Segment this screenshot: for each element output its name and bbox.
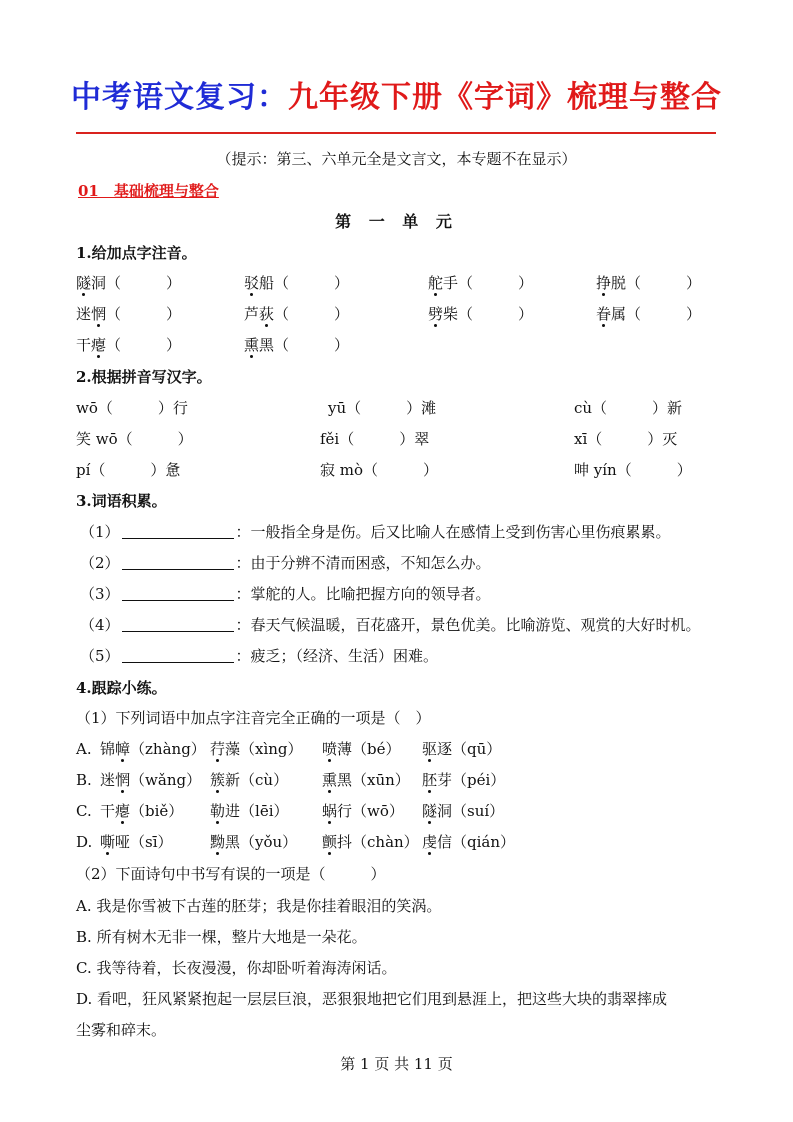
q1-row bbox=[76, 271, 726, 295]
dotted-char: 黝 bbox=[210, 833, 226, 851]
option-label: B. bbox=[76, 771, 92, 789]
option-word bbox=[322, 737, 401, 761]
option-word bbox=[210, 830, 297, 854]
dotted-char: 隧 bbox=[422, 802, 438, 820]
dotted-char: 嘶 bbox=[100, 833, 116, 851]
option-label: B. bbox=[76, 928, 97, 946]
char: 洞（ ） bbox=[91, 274, 182, 292]
char: 薄（bé） bbox=[337, 740, 401, 758]
char: 干 bbox=[100, 802, 116, 820]
dotted-char: 隧 bbox=[76, 274, 92, 292]
q4-sub1-option bbox=[76, 737, 726, 761]
char: 抖（chàn） bbox=[337, 833, 419, 851]
q4-sub1-question: （1）下列词语中加点字注音完全正确的一项是（ ） bbox=[76, 709, 431, 727]
option-word bbox=[210, 768, 288, 792]
dotted-char: 惘 bbox=[115, 771, 131, 789]
q1-item bbox=[596, 302, 701, 326]
char: 哑（sī） bbox=[115, 833, 173, 851]
option-text: 我是你雪被下古莲的胚芽；我是你挂着眼泪的笑涡。 bbox=[96, 897, 442, 915]
q1-item bbox=[428, 271, 533, 295]
q1-item bbox=[244, 333, 349, 357]
q2-item: wō（ ）行 bbox=[76, 399, 188, 417]
answer-blank bbox=[122, 522, 234, 539]
option-word bbox=[210, 799, 289, 823]
char: 船（ ） bbox=[259, 274, 350, 292]
title-part-1: 中考语文复习： bbox=[71, 80, 288, 115]
item-definition: ：由于分辨不清而困惑，不知怎么办。 bbox=[235, 554, 491, 572]
option-word bbox=[422, 830, 515, 854]
dotted-char: 舵 bbox=[428, 274, 444, 292]
char: 信（qián） bbox=[437, 833, 516, 851]
option-word bbox=[100, 768, 201, 792]
char: 黑（ ） bbox=[259, 336, 350, 354]
q2-item: pí（ ）惫 bbox=[76, 461, 181, 479]
answer-blank bbox=[122, 615, 234, 632]
dotted-char: 惘 bbox=[91, 305, 107, 323]
item-definition: ：疲乏；（经济、生活）困难。 bbox=[235, 647, 439, 665]
q2-item: cù（ ）新 bbox=[574, 399, 683, 417]
char: （wǎng） bbox=[130, 771, 202, 789]
dotted-char: 勒 bbox=[210, 802, 226, 820]
option-label: C. bbox=[76, 959, 97, 977]
dotted-char: 荻 bbox=[259, 305, 275, 323]
item-number: （5） bbox=[80, 647, 120, 665]
q1-item bbox=[76, 271, 181, 295]
hint-text: （提示：第三、六单元全是文言文，本专题不在显示） bbox=[216, 150, 577, 168]
q2-item: 呻 yín（ ） bbox=[574, 461, 692, 479]
q2-heading: 2.根据拼音写汉字。 bbox=[76, 368, 212, 386]
dotted-char: 驱 bbox=[422, 740, 438, 758]
dotted-char: 虔 bbox=[422, 833, 438, 851]
q1-item bbox=[244, 271, 349, 295]
char: （zhàng） bbox=[130, 740, 206, 758]
answer-blank bbox=[122, 646, 234, 663]
q3-item bbox=[80, 613, 701, 637]
section-title: 01 基础梳理与整合 bbox=[78, 182, 219, 200]
q4-sub2-option bbox=[76, 894, 441, 918]
q2-item: 寂 mò（ ） bbox=[320, 461, 439, 479]
char: 迷 bbox=[76, 305, 92, 323]
char: 新（cù） bbox=[225, 771, 289, 789]
q1-item bbox=[428, 302, 533, 326]
option-text: 所有树木无非一棵，整片大地是一朵花。 bbox=[96, 928, 367, 946]
char: 行（wō） bbox=[337, 802, 404, 820]
q1-item bbox=[244, 302, 349, 326]
char: 藻（xìng） bbox=[225, 740, 303, 758]
dotted-char: 驳 bbox=[244, 274, 260, 292]
q4-sub1-option bbox=[76, 830, 726, 854]
q1-row bbox=[76, 302, 726, 326]
item-number: （4） bbox=[80, 616, 120, 634]
char: 手（ ） bbox=[443, 274, 534, 292]
char: 洞（suí） bbox=[437, 802, 505, 820]
q1-row bbox=[76, 333, 726, 357]
dotted-char: 瘪 bbox=[91, 336, 107, 354]
q2-row bbox=[76, 396, 726, 420]
option-text: 看吧，狂风紧紧抱起一层层巨浪，恶狠狠地把它们甩到悬涯上，把这些大块的翡翠摔成 bbox=[97, 990, 668, 1008]
option-text: 我等待着，长夜漫漫，你却卧听着海涛闲话。 bbox=[96, 959, 397, 977]
q1-heading: 1.给加点字注音。 bbox=[76, 244, 197, 262]
title-part-2: 九年级下册《字词》梳理与整合 bbox=[288, 80, 722, 115]
q2-item: 笑 wō（ ） bbox=[76, 430, 193, 448]
unit-title: 第 一 单 元 bbox=[335, 212, 458, 231]
option-label: C. bbox=[76, 802, 92, 820]
dotted-char: 熏 bbox=[244, 336, 260, 354]
item-number: （1） bbox=[80, 523, 120, 541]
q4-sub1-option bbox=[76, 799, 726, 823]
option-label: A. bbox=[76, 897, 97, 915]
q1-item bbox=[76, 302, 181, 326]
option-label: A. bbox=[76, 740, 92, 758]
q4-sub1-option bbox=[76, 768, 726, 792]
char: （ ） bbox=[106, 336, 182, 354]
dotted-char: 喷 bbox=[322, 740, 338, 758]
q4-sub2-option bbox=[76, 956, 397, 980]
option-word bbox=[422, 737, 501, 761]
q3-item bbox=[80, 551, 491, 575]
option-word bbox=[100, 799, 183, 823]
answer-blank bbox=[122, 553, 234, 570]
q2-item: fěi（ ）翠 bbox=[320, 430, 430, 448]
char: 迷 bbox=[100, 771, 116, 789]
option-word bbox=[422, 768, 505, 792]
dotted-char: 荇 bbox=[210, 740, 226, 758]
option-word bbox=[100, 830, 173, 854]
q3-item bbox=[80, 644, 438, 668]
char: 属（ ） bbox=[611, 305, 702, 323]
q4-sub2-option-continued: 尘雾和碎末。 bbox=[76, 1021, 167, 1039]
dotted-char: 幛 bbox=[115, 740, 131, 758]
char: 脱（ ） bbox=[611, 274, 702, 292]
char: 柴（ ） bbox=[443, 305, 534, 323]
char: （biě） bbox=[130, 802, 184, 820]
q2-item: yū（ ）滩 bbox=[328, 399, 437, 417]
char: 黑（xūn） bbox=[337, 771, 410, 789]
dotted-char: 胚 bbox=[422, 771, 438, 789]
q2-row bbox=[76, 458, 726, 482]
char: 芦 bbox=[244, 305, 260, 323]
item-definition: ：春天气候温暖，百花盛开，景色优美。比喻游览、观赏的大好时机。 bbox=[235, 616, 701, 634]
item-definition: ：一般指全身是伤。后又比喻人在感情上受到伤害心里伤痕累累。 bbox=[235, 523, 671, 541]
q3-heading: 3.词语积累。 bbox=[76, 492, 167, 510]
option-label: D. bbox=[76, 990, 98, 1008]
char: （ ） bbox=[274, 305, 350, 323]
item-number: （2） bbox=[80, 554, 120, 572]
char: 锦 bbox=[100, 740, 116, 758]
option-word bbox=[322, 799, 404, 823]
dotted-char: 劈 bbox=[428, 305, 444, 323]
q4-heading: 4.跟踪小练。 bbox=[76, 679, 167, 697]
dotted-char: 蜗 bbox=[322, 802, 338, 820]
page-footer: 第 1 页 共 11 页 bbox=[340, 1055, 453, 1073]
document-title bbox=[0, 78, 793, 118]
item-number: （3） bbox=[80, 585, 120, 603]
q3-item bbox=[80, 520, 671, 544]
q4-sub2-question: （2）下面诗句中书写有误的一项是（ ） bbox=[76, 865, 386, 883]
dotted-char: 簇 bbox=[210, 771, 226, 789]
char: 黑（yǒu） bbox=[225, 833, 298, 851]
option-word bbox=[322, 768, 410, 792]
q4-sub2-option bbox=[76, 925, 367, 949]
option-word bbox=[322, 830, 419, 854]
dotted-char: 挣 bbox=[596, 274, 612, 292]
char: 逐（qū） bbox=[437, 740, 502, 758]
title-divider bbox=[76, 132, 716, 134]
option-word bbox=[210, 737, 303, 761]
dotted-char: 颤 bbox=[322, 833, 338, 851]
answer-blank bbox=[122, 584, 234, 601]
dotted-char: 眷 bbox=[596, 305, 612, 323]
q2-row bbox=[76, 427, 726, 451]
dotted-char: 熏 bbox=[322, 771, 338, 789]
char: （ ） bbox=[106, 305, 182, 323]
q1-item bbox=[596, 271, 701, 295]
char: 芽（péi） bbox=[437, 771, 506, 789]
option-word bbox=[100, 737, 206, 761]
q2-item: xī（ ）灭 bbox=[574, 430, 678, 448]
item-definition: ：掌舵的人。比喻把握方向的领导者。 bbox=[235, 585, 491, 603]
dotted-char: 瘪 bbox=[115, 802, 131, 820]
q1-item bbox=[76, 333, 181, 357]
q3-item bbox=[80, 582, 491, 606]
option-label: D. bbox=[76, 833, 93, 851]
char: 干 bbox=[76, 336, 92, 354]
q4-sub2-option bbox=[76, 987, 667, 1011]
option-word bbox=[422, 799, 504, 823]
char: 进（lēi） bbox=[225, 802, 289, 820]
